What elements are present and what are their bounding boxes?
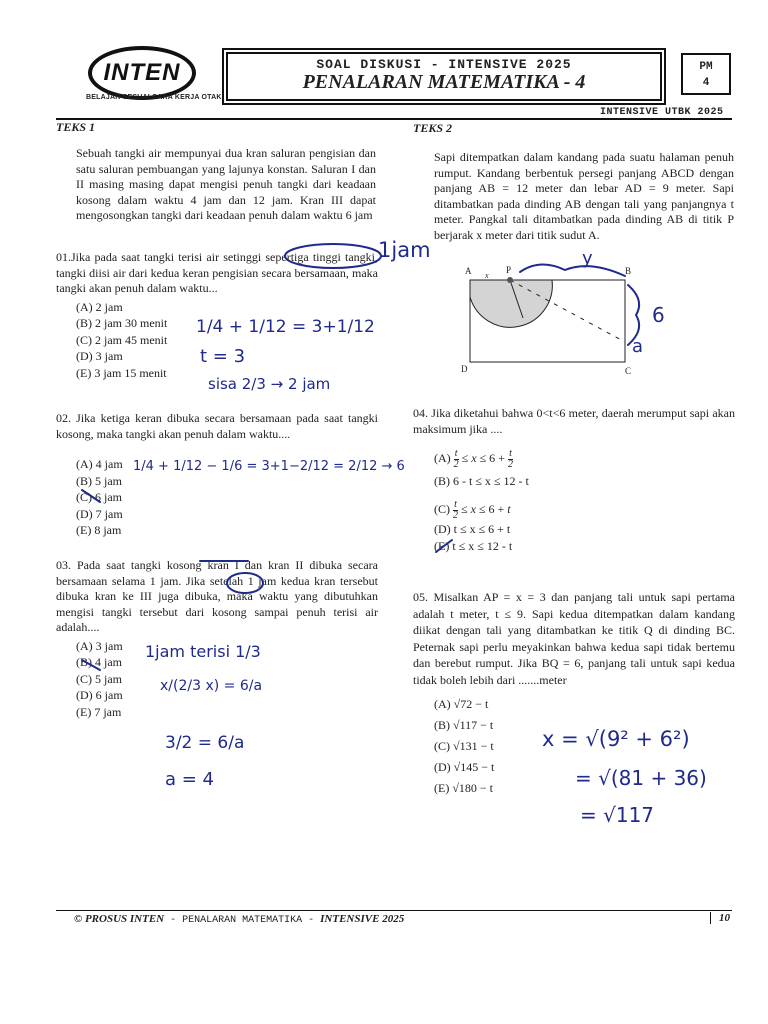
header-divider bbox=[56, 118, 732, 120]
q02-option-b[interactable]: (B) 5 jam bbox=[76, 473, 122, 488]
question-01 bbox=[56, 250, 378, 381]
q04-option-e[interactable]: (E) t ≤ x ≤ 12 - t bbox=[434, 538, 513, 553]
title-line1: SOAL DISKUSI - INTENSIVE 2025 bbox=[316, 57, 572, 72]
q03-option-d[interactable]: (D) 6 jam bbox=[76, 688, 123, 702]
question-04-stem: 04. Jika diketahui bahwa 0<t<6 meter, daerah merumput sapi akan maksimum jika .... bbox=[413, 406, 735, 436]
q03-option-a[interactable]: (A) 3 jam bbox=[76, 638, 123, 653]
q01-option-a[interactable]: (A) 2 jam bbox=[76, 299, 123, 314]
q02-option-e[interactable]: (E) 8 jam bbox=[76, 523, 122, 537]
q02-option-d[interactable]: (D) 7 jam bbox=[76, 506, 123, 521]
hw-q03-calc3: 3/2 = 6/a bbox=[165, 733, 245, 753]
footer-divider bbox=[56, 910, 732, 911]
point-p bbox=[507, 277, 513, 283]
question-05 bbox=[413, 589, 735, 799]
question-05-stem: 05. Misalkan AP = x = 3 dan panjang tali untuk sapi pertama adalah t meter, t ≤ 9. Sapi kedua ditempatkan dalam kandang diikat dengan tali yang ditambatkan ke titik Q di dinding BC. Peternak sapi perlu meyakinkan bahwa kedua sapi tidak bertemu dan berebut rumput. Jika BQ = 6, panjang tali untuk sapi kedua tidak boleh lebih dari .......meter bbox=[413, 590, 735, 687]
q03-option-e[interactable]: (E) 7 jam bbox=[76, 704, 122, 719]
q02-option-c[interactable]: (C) 6 jam bbox=[76, 490, 122, 504]
question-04 bbox=[413, 406, 735, 555]
question-03-stem: 03. Pada saat tangki kosong kran I dan kran II dibuka secara bersamaan selama 1 jam. Jika setelah 1 jam kedua kran tersebut dibuka kran ke III juga dibuka, maka waktu yang dibutuhkan mengisi tangki tersebut dari kosong sampai penuh terisi air adalah.... bbox=[56, 558, 378, 634]
inten-logo bbox=[88, 46, 196, 100]
question-01-stem: 01.Jika pada saat tangki terisi air setinggi sepertiga tinggi tangki, tangki diisi air dari kedua keran pengisian secara bersamaan, maka tangki akan penuh dalam waktu... bbox=[56, 250, 378, 295]
q04-option-a[interactable]: (A) $\frac{t}{2}$ ≤ x ≤ 6 + $\frac{t}{2}$ bbox=[434, 447, 513, 470]
hw-q01-note: 1jam bbox=[378, 238, 431, 262]
label-x: x bbox=[485, 271, 489, 280]
q01-option-d[interactable]: (D) 3 jam bbox=[76, 349, 123, 363]
hw-q03-calc2: x/(2/3 x) = 6/a bbox=[160, 678, 263, 694]
q03-option-c[interactable]: (C) 5 jam bbox=[76, 671, 122, 686]
question-03 bbox=[56, 558, 378, 720]
title-line2: PENALARAN MATEMATIKA - 4 bbox=[302, 71, 586, 93]
pm-box bbox=[681, 53, 731, 95]
hw-q01-calc3: sisa 2/3 → 2 jam bbox=[208, 375, 331, 393]
footer bbox=[74, 913, 404, 926]
footer-middle: - PENALARAN MATEMATIKA - bbox=[164, 915, 321, 926]
hw-q01-calc2: t = 3 bbox=[200, 346, 246, 367]
question-02 bbox=[56, 411, 378, 539]
q05-option-e[interactable]: (E) √180 − t bbox=[434, 781, 494, 795]
label-a: A bbox=[465, 266, 472, 276]
hw-q02-calc: 1/4 + 1/12 − 1/6 = 3+1−2/12 = 2/12 → 6 bbox=[133, 459, 405, 474]
hw-q03-calc4: a = 4 bbox=[165, 769, 215, 790]
teks2-label: TEKS 2 bbox=[413, 121, 453, 135]
subtitle-right: INTENSIVE UTBK 2025 bbox=[600, 107, 724, 118]
hw-q01-calc1: 1/4 + 1/12 = 3+1/12 bbox=[196, 317, 375, 337]
teks1-label: TEKS 1 bbox=[56, 120, 96, 134]
q05-option-b[interactable]: (B) √117 − t bbox=[434, 718, 494, 732]
footer-edition: INTENSIVE 2025 bbox=[320, 913, 405, 925]
hw-q05-calc3: = √117 bbox=[580, 803, 655, 827]
question-02-stem: 02. Jika ketiga keran dibuka secara bersamaan pada saat tangki kosong, maka tangki akan penuh dalam waktu.... bbox=[56, 411, 378, 441]
page-number: 10 bbox=[710, 912, 730, 924]
footer-brand: © PROSUS INTEN bbox=[74, 913, 165, 925]
rectangle-diagram bbox=[455, 262, 635, 377]
pm-number: 4 bbox=[702, 77, 710, 89]
label-c: C bbox=[625, 366, 632, 376]
q04-option-d[interactable]: (D) t ≤ x ≤ 6 + t bbox=[434, 521, 511, 536]
teks1-paragraph: Sebuah tangki air mempunyai dua kran saluran pengisian dan satu saluran pembuangan yang lajunya konstan. Saluran I dan II masing masing dapat mengisi penuh tangki dari keadaan kosong dalam waktu 4 jam dan 12 jam. Kran III dapat mengosongkan tangki dari keadaan penuh dalam waktu 6 jam bbox=[76, 146, 376, 222]
logo-text: INTEN bbox=[103, 59, 181, 86]
q05-option-a[interactable]: (A) √72 − t bbox=[434, 697, 489, 711]
pm-label: PM bbox=[699, 61, 713, 73]
q05-option-c[interactable]: (C) √131 − t bbox=[434, 739, 494, 753]
logo-tagline: BELAJAR SESUAI CARA KERJA OTAK bbox=[86, 94, 222, 101]
hw-q03-calc1: 1jam terisi 1/3 bbox=[145, 642, 261, 661]
hw-q05-calc2: = √(81 + 36) bbox=[575, 766, 707, 790]
label-p: P bbox=[506, 265, 512, 275]
q02-option-a[interactable]: (A) 4 jam bbox=[76, 457, 123, 471]
teks2-paragraph: Sapi ditempatkan dalam kandang pada suatu halaman penuh rumput. Kandang berbentuk persegi panjang ABCD dengan panjang AB = 12 meter dan lebar AD = 9 meter. Sapi ditambatkan pada dinding AB dengan tali yang panjangnya t meter. Pangkal tali ditambatkan pada dinding AB di titik P berjarak x meter dari titik sudut A. bbox=[434, 150, 734, 242]
q03-option-b[interactable]: (B) 4 jam bbox=[76, 655, 122, 669]
hw-diagram-a: a bbox=[632, 336, 644, 357]
q04-option-c[interactable]: (C) $\frac{t}{2}$ ≤ x ≤ 6 + t bbox=[434, 498, 511, 521]
grazing-region bbox=[470, 280, 552, 327]
hw-diagram-6: 6 bbox=[652, 303, 665, 327]
hw-diagram-y: y bbox=[582, 248, 593, 269]
hw-q05-calc1: x = √(9² + 6²) bbox=[542, 727, 690, 751]
q01-option-b[interactable]: (B) 2 jam 30 menit bbox=[76, 316, 168, 330]
title-box bbox=[226, 52, 662, 101]
q04-option-b[interactable]: (B) 6 - t ≤ x ≤ 12 - t bbox=[434, 473, 529, 488]
q05-option-d[interactable]: (D) √145 − t bbox=[434, 760, 495, 774]
q01-option-c[interactable]: (C) 2 jam 45 menit bbox=[76, 332, 168, 347]
label-b: B bbox=[625, 266, 632, 276]
q01-option-e[interactable]: (E) 3 jam 15 menit bbox=[76, 365, 167, 380]
label-d: D bbox=[461, 364, 468, 374]
